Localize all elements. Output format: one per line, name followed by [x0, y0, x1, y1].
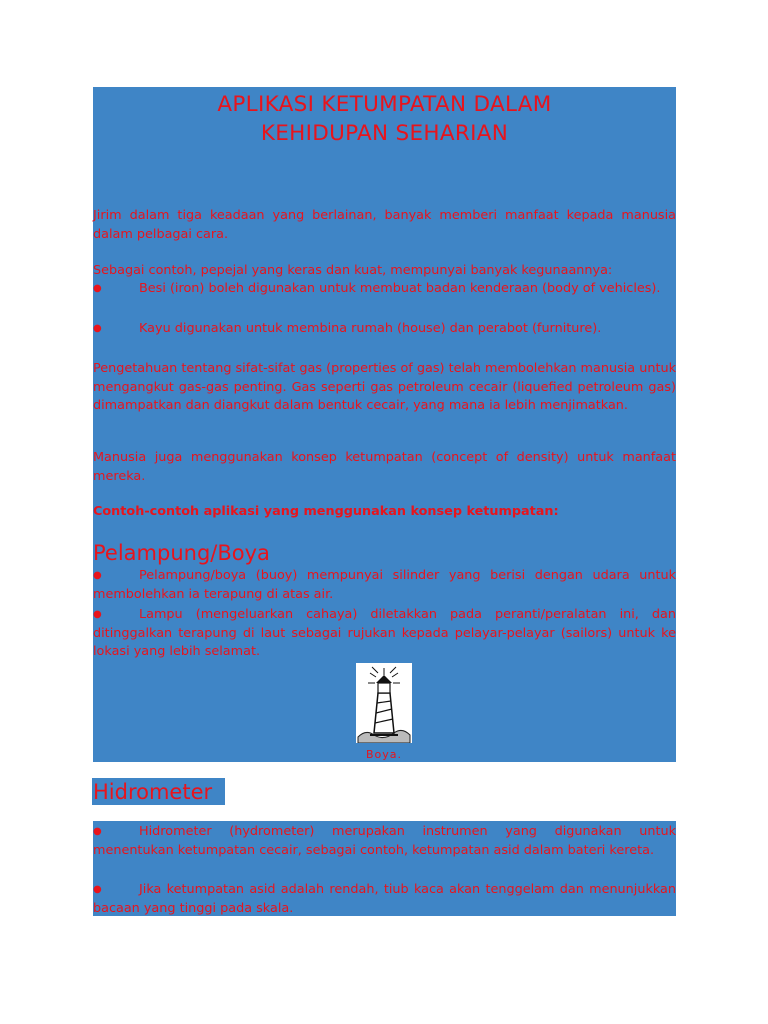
title-line-2: KEHIDUPAN SEHARIAN — [260, 121, 509, 146]
buoy-lighthouse-icon — [356, 663, 412, 743]
list-item — [93, 320, 676, 339]
bullet-icon: ● — [93, 609, 102, 620]
list-item-text: Lampu (mengeluarkan cahaya) diletakkan pada peranti/peralatan ini, dan ditinggalkan terapung di laut sebagai rujukan kepada pelayar-pelayar (sailors) untuk ke lokasi yang lebih selamat. — [93, 607, 676, 659]
density-paragraph: Manusia juga menggunakan konsep ketumpatan (concept of density) untuk manfaat mereka. — [93, 450, 676, 484]
bullet-icon: ● — [93, 570, 102, 581]
buoy-caption: Boya. — [365, 748, 403, 761]
list-item — [93, 881, 676, 918]
title-line-1: APLIKASI KETUMPATAN DALAM — [217, 92, 552, 117]
hydrometer-heading: Hidrometer — [93, 780, 213, 804]
page-title — [93, 90, 676, 148]
list-item — [93, 280, 676, 299]
buoy-heading: Pelampung/Boya — [93, 541, 270, 565]
examples-heading: Contoh-contoh aplikasi yang menggunakan konsep ketumpatan: — [93, 504, 559, 519]
list-item — [93, 567, 676, 604]
bullet-icon: ● — [93, 323, 102, 334]
bullet-icon: ● — [93, 283, 102, 294]
example-intro: Sebagai contoh, pepejal yang keras dan kuat, mempunyai banyak kegunaannya: — [93, 263, 613, 278]
intro-paragraph: Jirim dalam tiga keadaan yang berlainan, banyak memberi manfaat kepada manusia dalam pelbagai cara. — [93, 208, 676, 242]
list-item-text: Pelampung/boya (buoy) mempunyai silinder yang berisi dengan udara untuk membolehkan ia terapung di atas air. — [93, 568, 676, 602]
list-item-text: Kayu digunakan untuk membina rumah (house) dan perabot (furniture). — [139, 321, 602, 336]
bullet-icon: ● — [93, 826, 102, 837]
bullet-icon: ● — [93, 884, 102, 895]
list-item-text: Besi (iron) boleh digunakan untuk membuat badan kenderaan (body of vehicles). — [139, 281, 661, 296]
list-item — [93, 606, 676, 662]
gas-paragraph: Pengetahuan tentang sifat-sifat gas (properties of gas) telah membolehkan manusia untuk mengangkut gas-gas penting. Gas seperti gas petroleum cecair (liquefied petroleum gas) dimampatkan dan diangkut dalam bentuk cecair, yang mana ia lebih menjimatkan. — [93, 361, 676, 413]
list-item — [93, 823, 676, 860]
list-item-text: Hidrometer (hydrometer) merupakan instrumen yang digunakan untuk menentukan ketumpatan cecair, sebagai contoh, ketumpatan asid dalam bateri kereta. — [93, 824, 676, 858]
list-item-text: Jika ketumpatan asid adalah rendah, tiub kaca akan tenggelam dan menunjukkan bacaan yang tinggi pada skala. — [93, 882, 676, 916]
buoy-illustration — [356, 663, 412, 743]
